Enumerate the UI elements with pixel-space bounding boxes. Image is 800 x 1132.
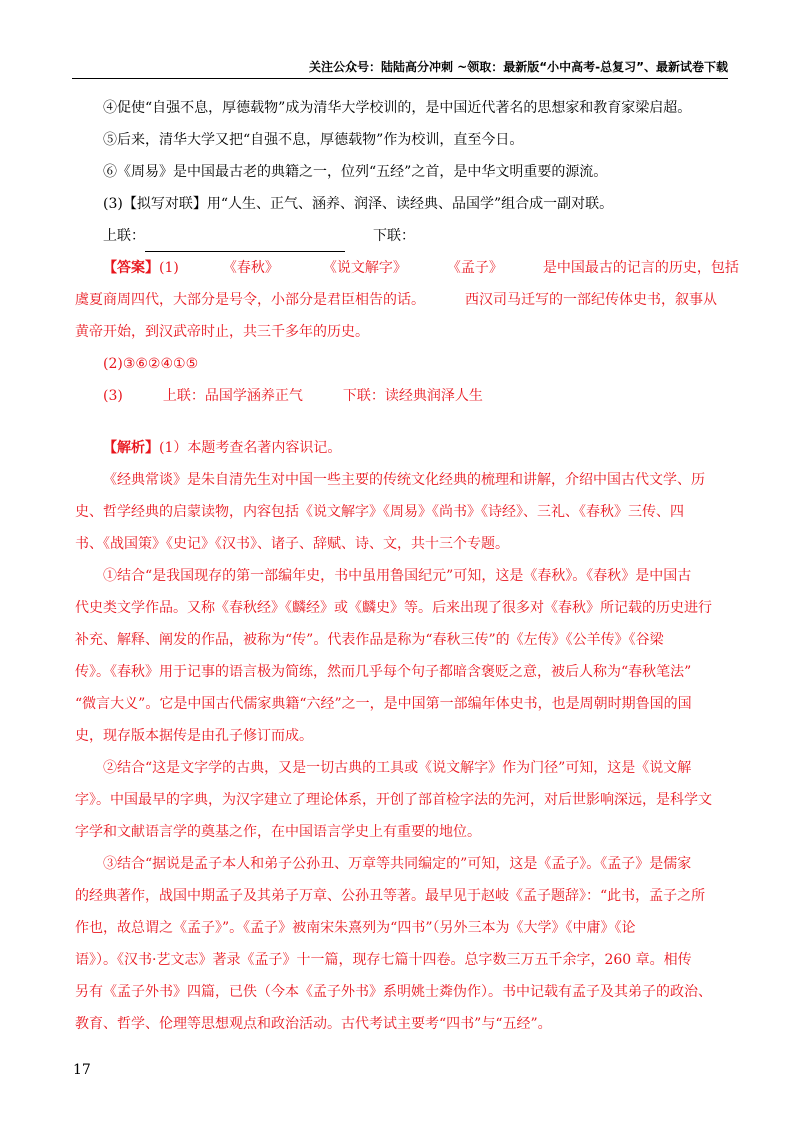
- analysis-label: 【解析】: [103, 440, 159, 456]
- answer-part1-line2-tail: 西汉司马迁写的一部纪传体史书，叙事从: [465, 292, 717, 308]
- couplet-blanks: [75, 220, 729, 252]
- analysis-line: 字》。中国最早的字典，为汉字建立了理论体系，开创了部首检字法的先河，对后世影响深远，是科学文: [75, 792, 712, 808]
- analysis-line: 传》。《春秋》用于记事的语言极为简练，然而几乎每个句子都暗含褒贬之意，被后人称为“春秋笔法”: [75, 664, 692, 680]
- question-item-5: ⑤后来，清华大学又把“自强不息，厚德载物”作为校训，直至今日。: [103, 132, 524, 148]
- analysis-intro: [75, 432, 729, 464]
- analysis-line: ③结合“据说是孟子本人和弟子公孙丑、万章等共同编定的”可知，这是《孟子》。《孟子》是儒家: [103, 856, 692, 872]
- answer-part1-line3: 黄帝开始，到汉武帝时止，共三千多年的历史。: [75, 324, 369, 340]
- answer-part2: (2)③⑥②④①⑤: [103, 356, 199, 372]
- question-3-label: 【拟写对联】: [122, 196, 207, 212]
- page-number: 17: [73, 1062, 91, 1078]
- answer-part1-number: (1): [159, 260, 179, 276]
- analysis-intro-text: (1）本题考查名著内容识记。: [159, 440, 342, 456]
- analysis-line: 史，现存版本据传是由孔子修订而成。: [75, 728, 313, 744]
- answer-book-1: 《春秋》: [222, 260, 279, 276]
- analysis-line: 补充、解释、阐发的作品，被称为“传”。代表作品是称为“春秋三传”的《左传》《公羊传》《谷梁: [75, 632, 664, 648]
- answer-part1-line2: [75, 284, 729, 316]
- analysis-line: ①结合“是我国现存的第一部编年史，书中虽用鲁国纪元”可知，这是《春秋》。《春秋》是中国古: [103, 568, 692, 584]
- answer-part3-number: (3): [103, 388, 123, 404]
- analysis-line: 另有《孟子外书》四篇，已佚（今本《孟子外书》系明姚士粦伪作）。书中记载有孟子及其弟子的政治、: [75, 984, 712, 1000]
- analysis-line: 的经典著作，战国中期孟子及其弟子万章、公孙丑等著。最早见于赵岐《孟子题辞》：“此书，孟子之所: [75, 888, 706, 904]
- analysis-line: 代史类文学作品。又称《春秋经》《麟经》或《麟史》等。后来出现了很多对《春秋》所记载的历史进行: [75, 600, 712, 616]
- answer-part3: [75, 380, 729, 412]
- answer-part1-line1: [75, 252, 739, 284]
- answer-book-2: 《说文解字》: [322, 260, 407, 276]
- analysis-line: 语》）。《汉书·艺文志》著录《孟子》十一篇，现存七篇十四卷。总字数三万五千余字，260 章。相传: [75, 952, 692, 968]
- analysis-line: 字学和文献语言学的奠基之作，在中国语言学史上有重要的地位。: [75, 824, 481, 840]
- answer-label: 【答案】: [103, 260, 159, 276]
- section-spacer: [75, 412, 729, 432]
- document-body: [75, 92, 739, 1040]
- answer-book-3: 《孟子》: [446, 260, 503, 276]
- upper-couplet-label: 上联：: [103, 228, 145, 244]
- question-3-number: (3): [103, 196, 123, 212]
- analysis-line: 《经典常谈》是朱自清先生对中国一些主要的传统文化经典的梳理和讲解，介绍中国古代文学、历: [103, 472, 705, 488]
- analysis-line: 教育、哲学、伦理等思想观点和政治活动。古代考试主要考“四书”与“五经”。: [75, 1016, 552, 1032]
- analysis-line: 史、哲学经典的启蒙读物，内容包括《说文解字》《周易》《尚书》《诗经》、三礼、《春秋》三传、四: [75, 504, 684, 520]
- analysis-line: ②结合“这是文字学的古典，又是一切古典的工具或《说文解字》作为门径”可知，这是《说文解: [103, 760, 692, 776]
- question-3-text: 用“人生、正气、涵养、润泽、读经典、品国学”组合成一副对联。: [206, 196, 614, 212]
- question-item-6: ⑥《周易》是中国最古老的典籍之一，位列“五经”之首，是中华文明重要的源流。: [103, 164, 608, 180]
- analysis-line: “微言大义”。它是中国古代儒家典籍“六经”之一，是中国第一部编年体史书，也是周朝时期鲁国的国: [75, 696, 692, 712]
- answer-part3-upper: 上联：品国学涵养正气: [162, 388, 303, 404]
- analysis-line: 书、《战国策》《史记》《汉书》、诸子、辞赋、诗、文，共十三个专题。: [75, 536, 509, 552]
- analysis-line: 作也，故总谓之《孟子》”。《孟子》被南宋朱熹列为“四书”（另外三本为《大学》《中庸》《论: [75, 920, 636, 936]
- answer-part1-line2-text: 虞夏商周四代，大部分是号令，小部分是君臣相告的话。: [75, 292, 425, 308]
- question-3: [75, 188, 729, 220]
- answer-part1-line1-tail: 是中国最古的记言的历史，包括: [542, 260, 739, 276]
- lower-couplet-label: 下联：: [373, 228, 415, 244]
- page-header: 关注公众号：陆陆高分冲刺 ~领取：最新版“小中高考-总复习”、最新试卷下载: [309, 60, 728, 74]
- header-rule: [72, 78, 728, 79]
- question-item-4: ④促使“自强不息，厚德载物”成为清华大学校训的，是中国近代著名的思想家和教育家梁启超。: [103, 100, 692, 116]
- upper-couplet-blank[interactable]: [145, 233, 345, 252]
- answer-part3-lower: 下联：读经典润泽人生: [342, 388, 483, 404]
